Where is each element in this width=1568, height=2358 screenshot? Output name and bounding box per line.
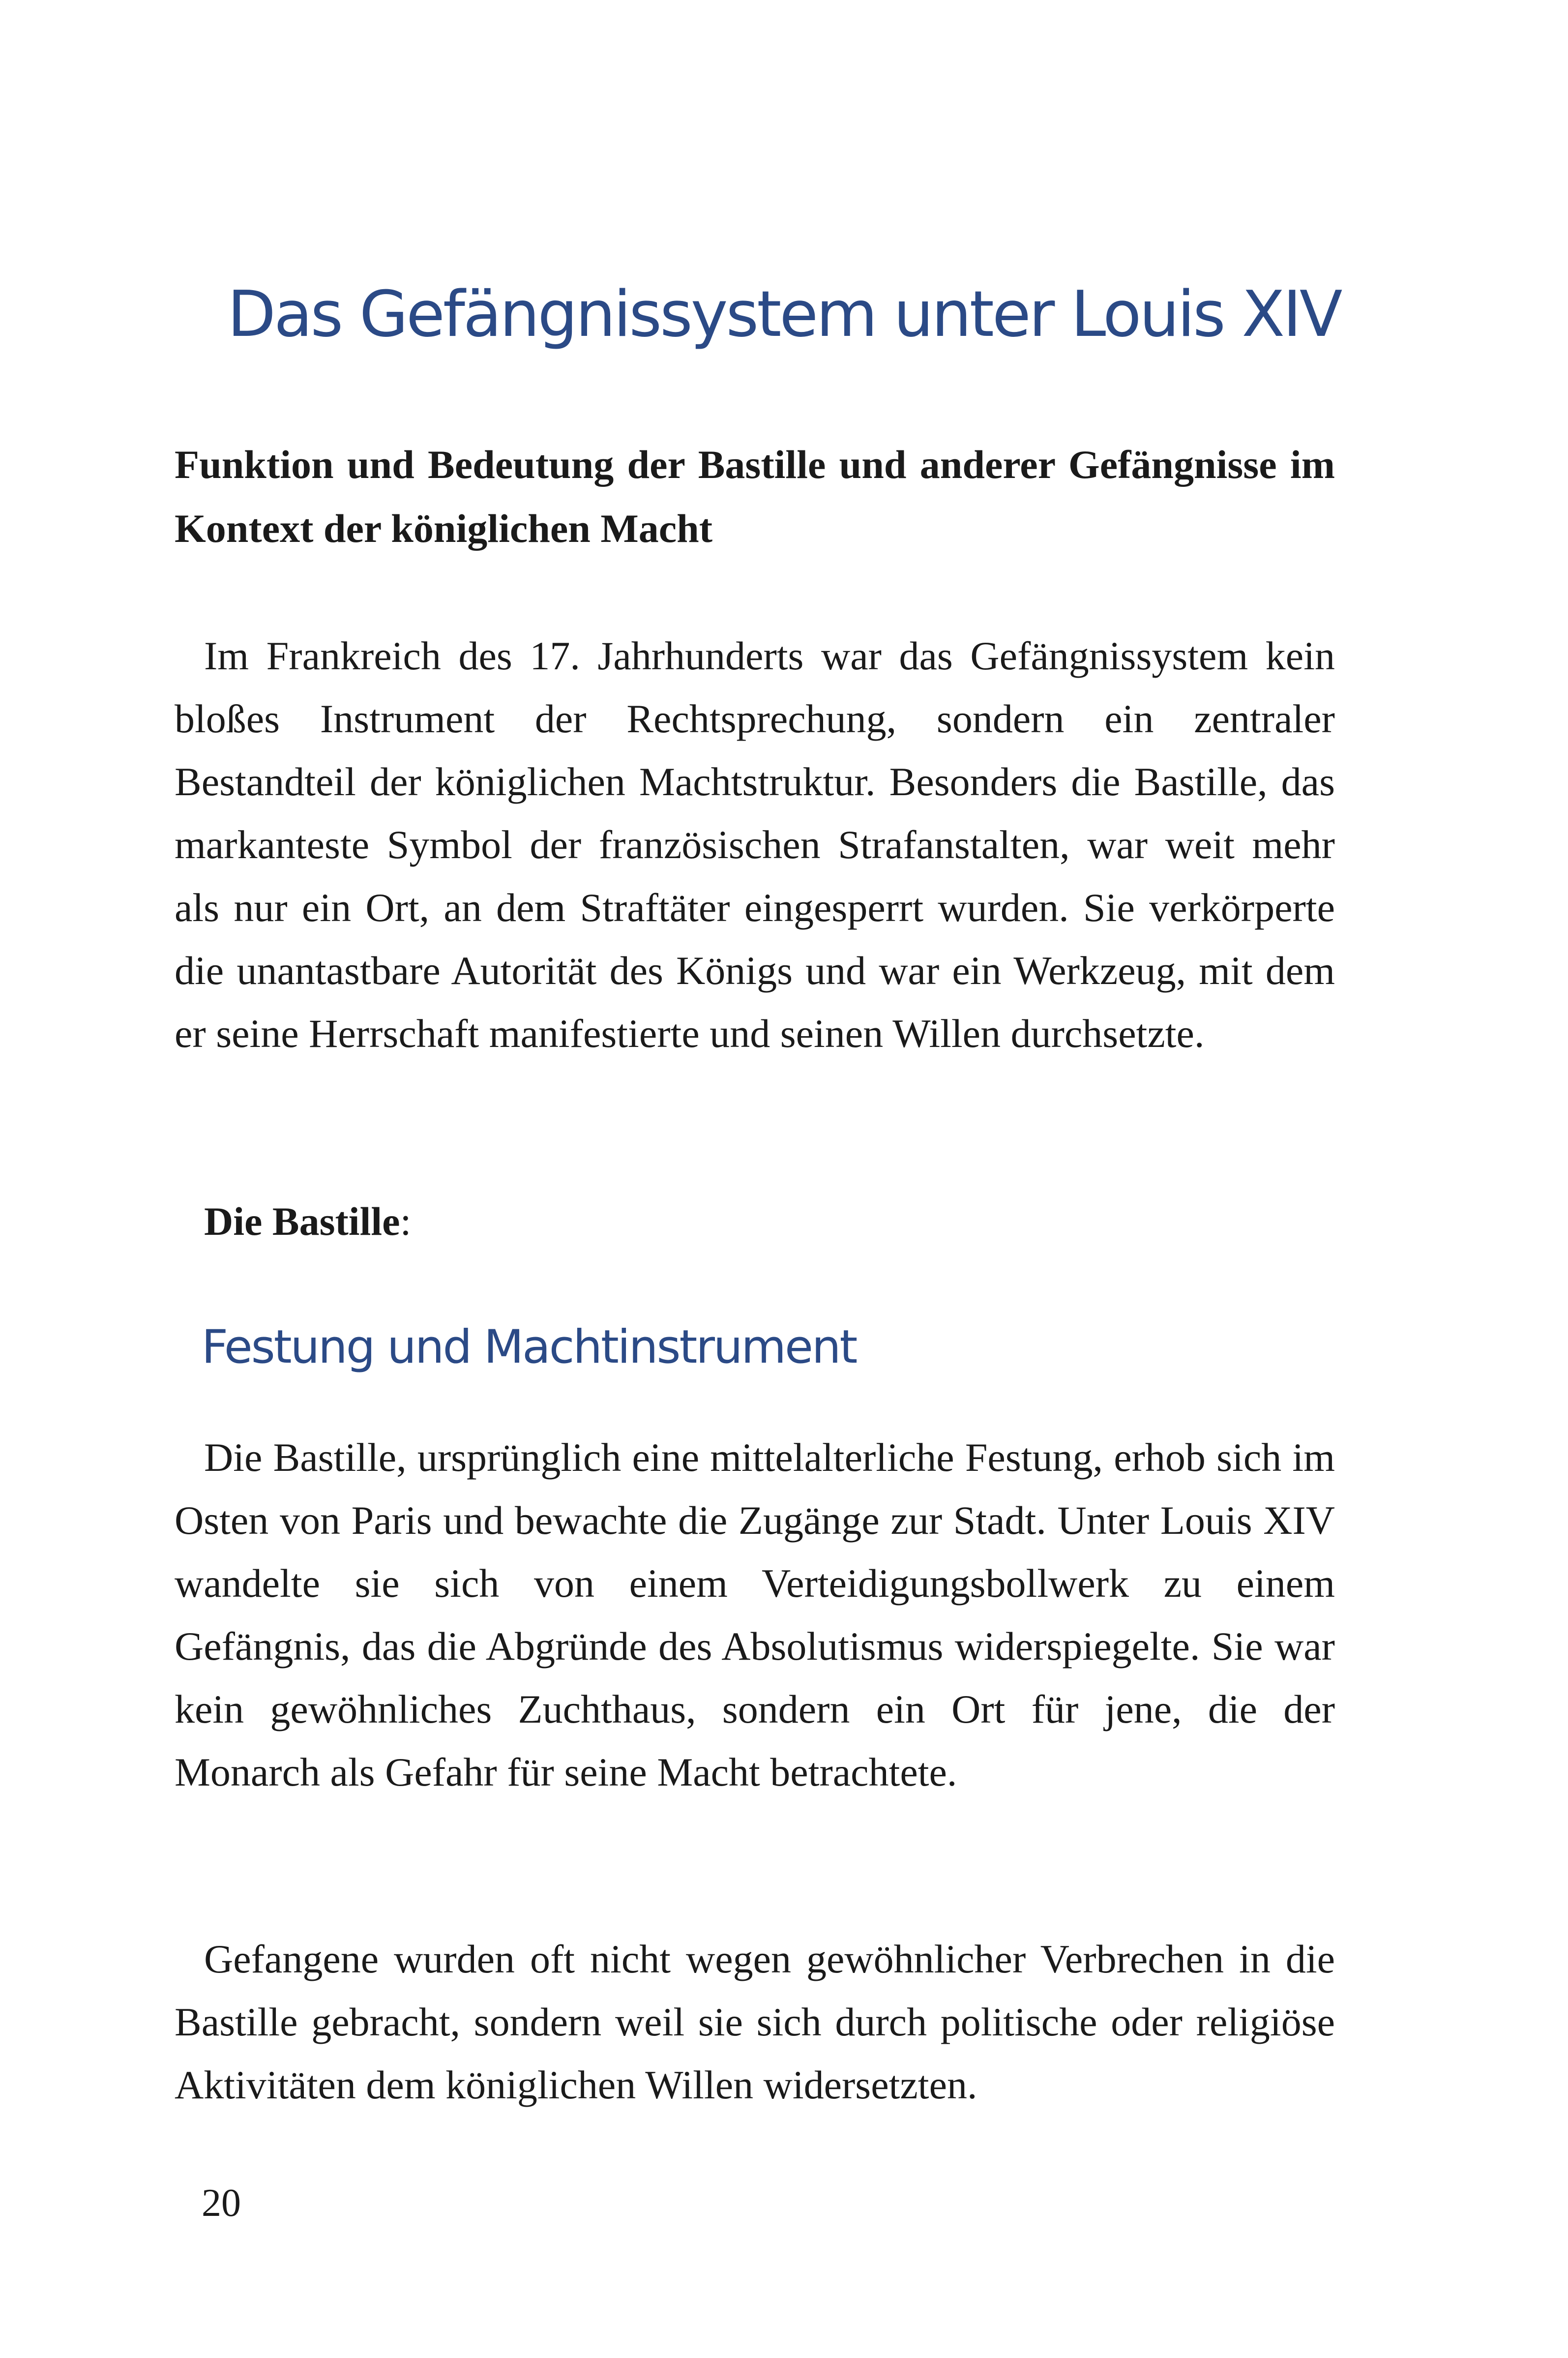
section-label-colon: : bbox=[400, 1199, 412, 1244]
prisoners-paragraph: Gefangene wurden oft nicht wegen gewöhnlicher Verbrechen in die Bastille gebracht, sondern weil sie sich durch politische oder religiöse Aktivitäten dem königlichen Willen widersetzten. bbox=[175, 1937, 1335, 2107]
chapter-subtitle: Funktion und Bedeutung der Bastille und anderer Gefängnisse im Kontext der königlichen Macht bbox=[175, 442, 1335, 551]
section-label bbox=[204, 1190, 411, 1253]
page-number: 20 bbox=[202, 2181, 241, 2225]
section-label-bold: Die Bastille bbox=[204, 1199, 400, 1244]
section-heading: Festung und Machtinstrument bbox=[202, 1320, 857, 1374]
chapter-title: Das Gefängnissystem unter Louis XIV bbox=[227, 278, 1341, 351]
intro-paragraph: Im Frankreich des 17. Jahrhunderts war das Gefängnissystem kein bloßes Instrument der Rechtsprechung, sondern ein zentraler Bestandteil der königlichen Machtstruktur. Besonders die Bastille, das markanteste Symbol der französischen Strafanstalten, war weit mehr als nur ein Ort, an dem Straftäter eingesperrt wurden. Sie verkörperte die unantastbare Autorität des Königs und war ein Werkzeug, mit dem er seine Herrschaft manifestierte und seinen Willen durchsetzte. bbox=[175, 633, 1335, 1056]
bastille-paragraph: Die Bastille, ursprünglich eine mittelalterliche Festung, erhob sich im Osten von Paris und bewachte die Zugänge zur Stadt. Unter Louis XIV wandelte sie sich von einem Verteidigungsbollwerk zu einem Gefängnis, das die Abgründe des Absolutismus widerspiegelte. Sie war kein gewöhnliches Zuchthaus, sondern ein Ort für jene, die der Monarch als Gefahr für seine Macht betrachtete. bbox=[175, 1435, 1335, 1794]
